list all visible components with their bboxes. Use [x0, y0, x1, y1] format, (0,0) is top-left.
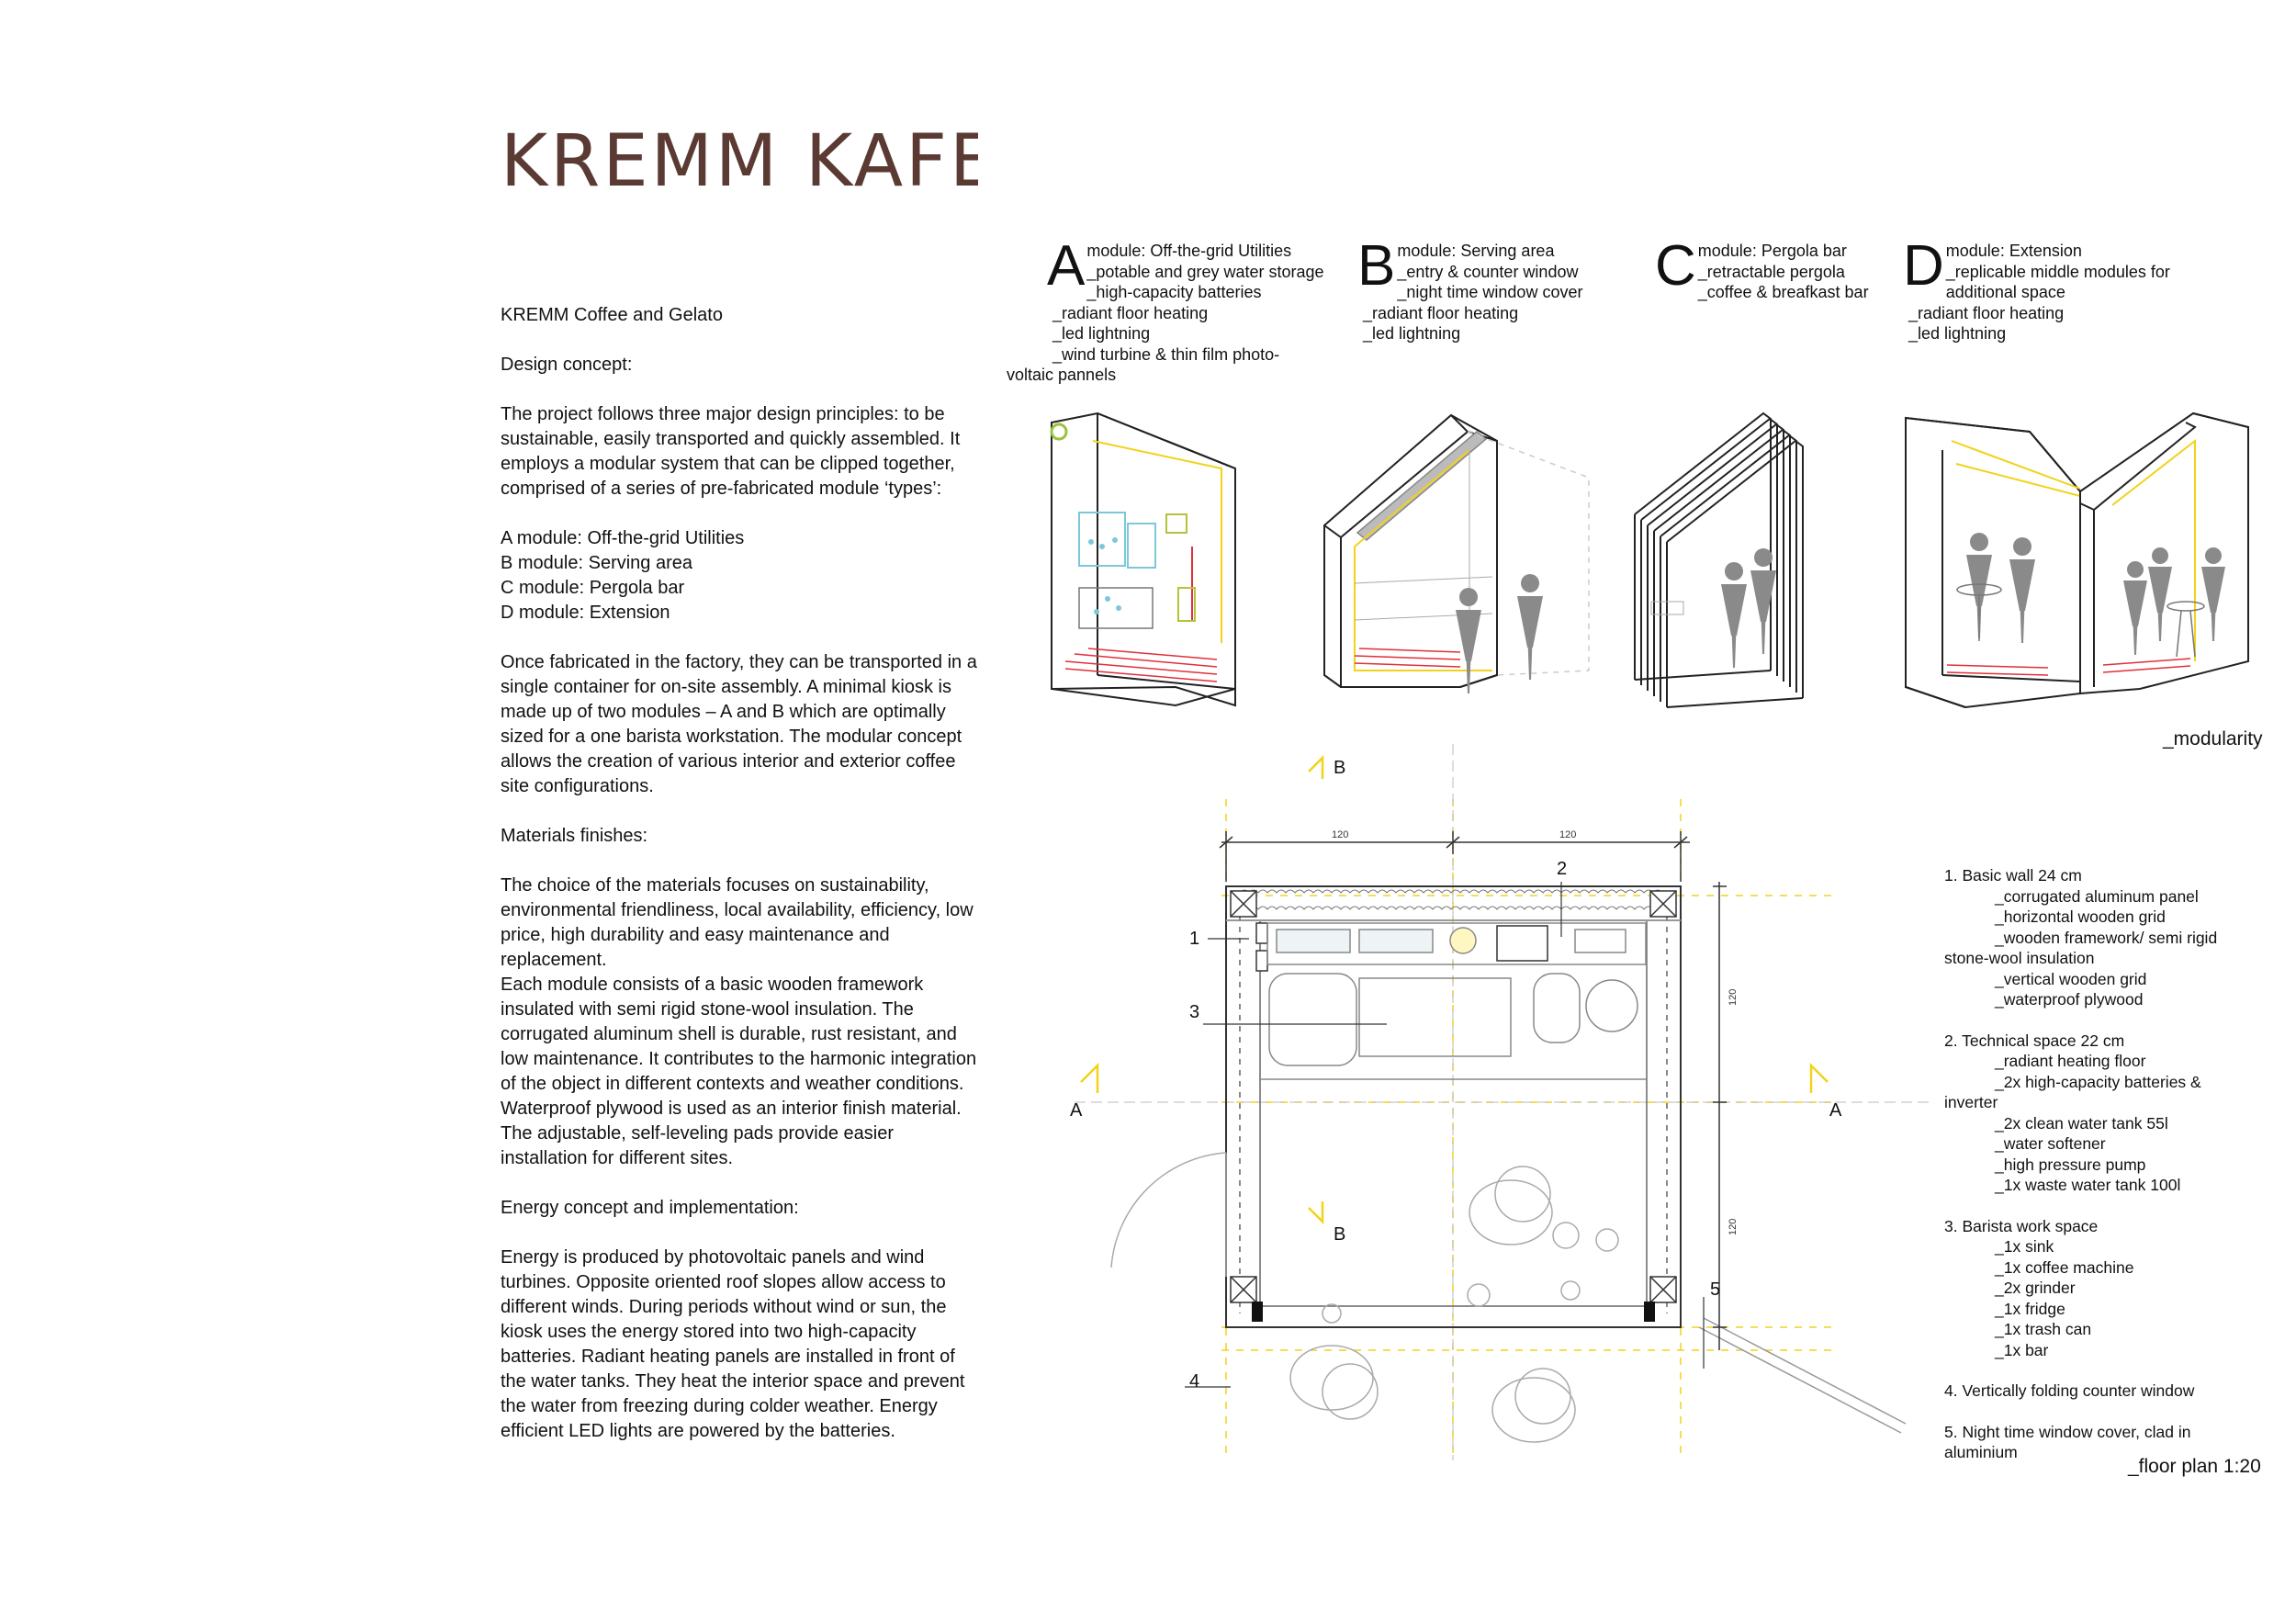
legend-item: _high pressure pump	[1995, 1155, 2146, 1174]
dimension-label: 120	[1559, 829, 1577, 840]
page-title	[501, 129, 978, 197]
module-item: _led lightning	[1052, 324, 1151, 343]
legend-item: _1x sink	[1995, 1237, 2054, 1256]
floor-plan-legend	[1944, 865, 2257, 1463]
pad-right	[1644, 1302, 1655, 1322]
module-title: module: Off-the-grid Utilities	[1086, 242, 1292, 260]
floor-plan	[1056, 726, 1929, 1479]
design-concept-label: Design concept:	[501, 355, 633, 375]
title-lettering	[501, 129, 978, 197]
energy-label: Energy concept and implementation:	[501, 1198, 799, 1218]
legend-item: _vertical wooden grid	[1995, 969, 2147, 988]
title-text: KREMM KAFE	[501, 129, 978, 197]
legend-item: _waterproof plywood	[1995, 990, 2144, 1009]
module-letter: C	[1655, 234, 1696, 298]
figure-icon	[1721, 562, 1747, 668]
module-item: _led lightning	[1363, 324, 1461, 343]
module-b-header	[1357, 234, 1633, 344]
legend-item: _2x high-capacity batteries &	[1995, 1072, 2201, 1091]
legend-item: _2x clean water tank 55l	[1995, 1113, 2168, 1133]
module-title: module: Extension	[1945, 242, 2082, 260]
legend-heading: 5. Night time window cover, clad in	[1944, 1422, 2191, 1441]
legend-item: inverter	[1944, 1093, 1998, 1111]
legend-item: _radiant heating floor	[1995, 1052, 2146, 1070]
callout-3: 3	[1189, 1002, 1200, 1022]
module-a-drawing	[1052, 413, 1235, 705]
module-item: _led lightning	[1908, 324, 2007, 343]
module-item: additional space	[1945, 283, 2065, 301]
legend-item: _1x trash can	[1995, 1320, 2092, 1338]
module-list	[501, 526, 978, 626]
modularity-caption: _modularity	[2163, 728, 2263, 750]
principles-paragraph: The project follows three major design principles: to be sustainable, easily transported and quickly assembled. It employs a modular system that can be clipped together, comprised of a series of pre-fabricated module ‘types’:	[501, 404, 961, 499]
materials-paragraph-2: Each module consists of a basic wooden framework insulated with semi rigid stone-wool insulation. The corrugated aluminum shell is durable, rust resistant, and low maintenance. It contributes to the harmonic integration of the object in different contexts and weather conditions. Waterproof plywood is used as an interior finish material. The adjustable, self-leveling pads provide easier installation for different sites.	[501, 975, 977, 1168]
module-d-header	[1903, 234, 2197, 344]
legend-group-4	[1944, 1381, 2257, 1402]
module-a-text	[1007, 234, 1341, 386]
fabrication-paragraph: Once fabricated in the factory, they can be transported in a single container for on-site assembly. A minimal kiosk is made up of two modules – A and B which are optimally sized for a one barista workstation. The modular concept allows the creation of various interior and exterior coffee site configurations.	[501, 652, 977, 796]
intro-column	[501, 303, 978, 1469]
legend-item: _1x waste water tank 100l	[1995, 1176, 2181, 1194]
list-item: D module: Extension	[501, 603, 670, 623]
energy-paragraph: Energy is produced by photovoltaic panels and wind turbines. Opposite oriented roof slopes allow access to different winds. During periods without wind or sun, the kiosk uses the energy stored into two high-capacity batteries. Radiant heating panels are installed in front of the water tanks. They heat the interior space and prevent the water from freezing during colder weather. Energy efficient LED lights are powered by the batteries.	[501, 1247, 965, 1441]
callout-4: 4	[1189, 1371, 1200, 1392]
section-label: A	[1070, 1100, 1083, 1121]
legend-item: _1x bar	[1995, 1340, 2049, 1359]
module-c-header	[1655, 234, 1894, 303]
people	[1290, 1167, 1618, 1442]
module-item: _radiant floor heating	[1052, 303, 1209, 322]
callout-2: 2	[1557, 859, 1568, 879]
legend-item: _1x fridge	[1995, 1299, 2065, 1318]
section-label: B	[1334, 1224, 1346, 1245]
grid-lines	[1221, 799, 1837, 1460]
legend-heading: 4. Vertically folding counter window	[1944, 1381, 2195, 1400]
intro-heading: KREMM Coffee and Gelato	[501, 305, 723, 325]
section-label: B	[1334, 758, 1346, 778]
materials-paragraph-1: The choice of the materials focuses on sustainability, environmental friendliness, local availability, efficiency, low price, high durability and easy maintenance and replacement.	[501, 875, 974, 970]
legend-group-1	[1944, 865, 2257, 1010]
module-letter: B	[1357, 234, 1396, 298]
legend-heading: 3. Barista work space	[1944, 1216, 2099, 1235]
callout-1: 1	[1189, 929, 1200, 949]
module-item: _retractable pergola	[1697, 262, 1845, 281]
pad-left	[1252, 1302, 1263, 1322]
legend-item: _2x grinder	[1995, 1279, 2076, 1297]
module-a-header	[1007, 234, 1341, 386]
figure-icon	[1750, 548, 1776, 654]
legend-heading: 2. Technical space 22 cm	[1944, 1031, 2125, 1050]
dimension-top	[1220, 831, 1690, 882]
module-drawings	[1038, 395, 2278, 744]
list-item: C module: Pergola bar	[501, 578, 685, 598]
module-title: module: Serving area	[1397, 242, 1555, 260]
legend-item: _corrugated aluminum panel	[1995, 886, 2199, 906]
legend-item: _1x coffee machine	[1995, 1257, 2134, 1277]
module-d-text	[1903, 234, 2197, 344]
list-item: A module: Off-the-grid Utilities	[501, 528, 745, 548]
dimension-label: 120	[1332, 829, 1349, 840]
module-item: _radiant floor heating	[1363, 303, 1519, 322]
module-b-text	[1357, 234, 1633, 344]
module-item: _night time window cover	[1397, 283, 1583, 301]
floor-plan-caption: _floor plan 1:20	[2128, 1456, 2261, 1477]
section-label: A	[1829, 1100, 1842, 1121]
module-d-drawing	[1906, 413, 2248, 707]
section-markers	[1081, 758, 1828, 1222]
module-item: _high-capacity batteries	[1086, 283, 1262, 301]
module-c-drawing	[1635, 413, 1803, 707]
legend-group-2	[1944, 1031, 2257, 1196]
legend-group-3	[1944, 1216, 2257, 1361]
module-item: _potable and grey water storage	[1086, 262, 1324, 281]
module-item: _radiant floor heating	[1908, 303, 2065, 322]
module-item: _replicable middle modules for	[1945, 262, 2170, 281]
module-item: _wind turbine & thin film photo-	[1052, 344, 1280, 364]
list-item: B module: Serving area	[501, 553, 693, 573]
module-item: _coffee & breafkast bar	[1697, 283, 1869, 301]
legend-item: stone-wool insulation	[1944, 949, 2095, 967]
legend-item: _wooden framework/ semi rigid	[1995, 928, 2218, 947]
callout-5: 5	[1710, 1279, 1721, 1300]
module-letter: D	[1903, 234, 1944, 298]
legend-item: _horizontal wooden grid	[1995, 907, 2166, 926]
legend-item: _water softener	[1995, 1134, 2106, 1153]
module-letter: A	[1047, 234, 1086, 298]
materials-label: Materials finishes:	[501, 826, 648, 846]
module-title: module: Pergola bar	[1697, 242, 1847, 260]
legend-item: aluminium	[1944, 1443, 2018, 1461]
figure-icon	[1517, 574, 1543, 680]
module-item: _entry & counter window	[1397, 262, 1579, 281]
dimension-label: 120	[1728, 988, 1739, 1006]
dimension-label: 120	[1728, 1218, 1739, 1235]
module-b-drawing	[1324, 415, 1589, 687]
legend-heading: 1. Basic wall 24 cm	[1944, 866, 2082, 885]
module-item: voltaic pannels	[1007, 366, 1117, 384]
